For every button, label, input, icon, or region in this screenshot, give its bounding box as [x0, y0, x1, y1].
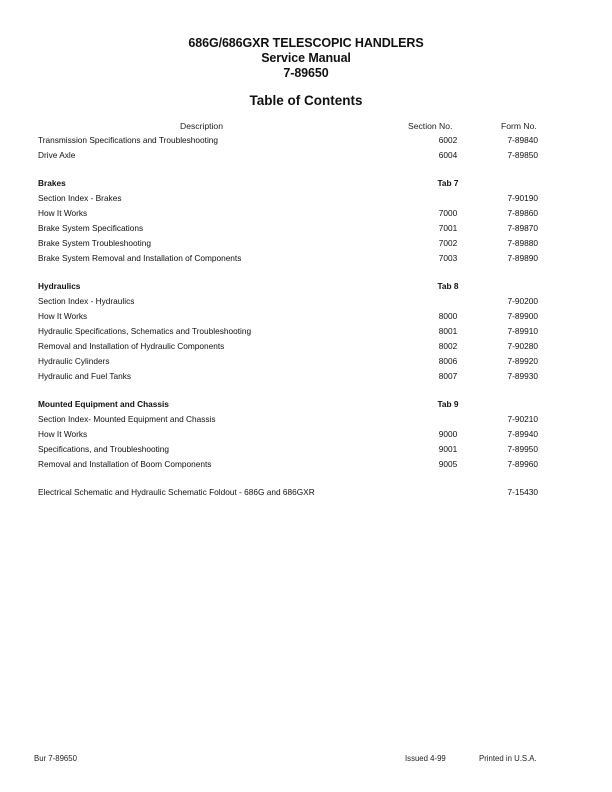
footer-printed: Printed in U.S.A. — [479, 754, 537, 763]
toc-row — [38, 427, 538, 442]
toc-row — [38, 251, 538, 266]
toc-row — [38, 369, 538, 384]
toc-form-no: 7-89960 — [507, 459, 538, 469]
toc-form-no: 7-89950 — [507, 444, 538, 454]
toc-form-no: 7-89910 — [507, 326, 538, 336]
group-header-hydraulics — [38, 279, 538, 294]
toc-description: How It Works — [38, 311, 88, 321]
toc-row — [38, 457, 538, 472]
manual-subtitle: Service Manual — [261, 51, 351, 65]
toc-description: Brake System Removal and Installation of Components — [38, 253, 242, 263]
toc-section-no: 8000 — [438, 311, 458, 321]
toc-row — [38, 354, 538, 369]
toc-form-no: 7-90210 — [507, 414, 538, 424]
toc-description: Hydraulic Cylinders — [38, 356, 110, 366]
toc-description: Electrical Schematic and Hydraulic Schematic Foldout - 686G and 686GXR — [38, 487, 315, 497]
toc-description: How It Works — [38, 429, 88, 439]
toc-row — [38, 442, 538, 457]
toc-form-no: 7-90200 — [507, 296, 538, 306]
toc-row — [38, 206, 538, 221]
toc-section-no: 9005 — [438, 459, 458, 469]
group-tab: Tab 8 — [437, 281, 459, 291]
toc-description: Transmission Specifications and Troubleshooting — [38, 135, 219, 145]
toc-section-no: 6004 — [438, 150, 458, 160]
toc-row — [38, 236, 538, 251]
toc-form-no: 7-90190 — [507, 193, 538, 203]
footer-issued: Issued 4-99 — [405, 754, 446, 763]
toc-description: Hydraulic and Fuel Tanks — [38, 371, 132, 381]
toc-section-no: 8007 — [438, 371, 458, 381]
toc-description: Brake System Specifications — [38, 223, 144, 233]
toc-section-no: 7002 — [438, 238, 458, 248]
toc-row — [38, 339, 538, 354]
toc-form-no: 7-89900 — [507, 311, 538, 321]
toc-section-no: 8002 — [438, 341, 458, 351]
toc-row — [38, 221, 538, 236]
toc-form-no: 7-89860 — [507, 208, 538, 218]
toc-section-no: 7000 — [438, 208, 458, 218]
group-title: Brakes — [38, 178, 66, 188]
toc-section-no: 7001 — [438, 223, 458, 233]
footer-form-number: Bur 7-89650 — [34, 754, 77, 763]
toc-section-no: 8001 — [438, 326, 458, 336]
toc-row-foldout — [38, 485, 538, 500]
toc-description: Removal and Installation of Hydraulic Components — [38, 341, 225, 351]
toc-section-no: 7003 — [438, 253, 458, 263]
title-block — [0, 36, 612, 81]
group-title: Hydraulics — [38, 281, 81, 291]
toc-row — [38, 294, 538, 309]
toc-description: Section Index - Brakes — [38, 193, 122, 203]
toc-row — [38, 309, 538, 324]
toc-description: Hydraulic Specifications, Schematics and Troubleshooting — [38, 326, 252, 336]
toc-section-no: 8006 — [438, 356, 458, 366]
toc-form-no: 7-90280 — [507, 341, 538, 351]
group-header-brakes — [38, 176, 538, 191]
toc-description: Brake System Troubleshooting — [38, 238, 151, 248]
toc-row — [38, 133, 538, 148]
toc-form-no: 7-15430 — [507, 487, 538, 497]
toc-title: Table of Contents — [249, 93, 363, 108]
toc-form-no: 7-89840 — [507, 135, 538, 145]
toc-description: How It Works — [38, 208, 88, 218]
group-tab: Tab 9 — [437, 399, 459, 409]
toc-description: Specifications, and Troubleshooting — [38, 444, 169, 454]
toc-row — [38, 148, 538, 163]
toc-description: Section Index - Hydraulics — [38, 296, 135, 306]
toc-section-no: 9000 — [438, 429, 458, 439]
manual-title: 686G/686GXR TELESCOPIC HANDLERS — [188, 36, 424, 50]
group-tab: Tab 7 — [437, 178, 459, 188]
toc-form-no: 7-89920 — [507, 356, 538, 366]
toc-row — [38, 412, 538, 427]
toc-list — [38, 133, 538, 500]
toc-description: Removal and Installation of Boom Components — [38, 459, 212, 469]
toc-description: Drive Axle — [38, 150, 76, 160]
column-header-section: Section No. — [408, 121, 453, 131]
manual-number: 7-89650 — [283, 66, 329, 80]
toc-form-no: 7-89870 — [507, 223, 538, 233]
toc-row — [38, 191, 538, 206]
column-header-form: Form No. — [501, 121, 537, 131]
group-title: Mounted Equipment and Chassis — [38, 399, 169, 409]
toc-form-no: 7-89940 — [507, 429, 538, 439]
column-header-description: Description — [180, 121, 223, 131]
toc-form-no: 7-89850 — [507, 150, 538, 160]
toc-form-no: 7-89930 — [507, 371, 538, 381]
toc-form-no: 7-89880 — [507, 238, 538, 248]
toc-row — [38, 324, 538, 339]
toc-section-no: 9001 — [438, 444, 458, 454]
toc-description: Section Index- Mounted Equipment and Chassis — [38, 414, 216, 424]
toc-form-no: 7-89890 — [507, 253, 538, 263]
group-header-mounted-equipment — [38, 397, 538, 412]
toc-section-no: 6002 — [438, 135, 458, 145]
